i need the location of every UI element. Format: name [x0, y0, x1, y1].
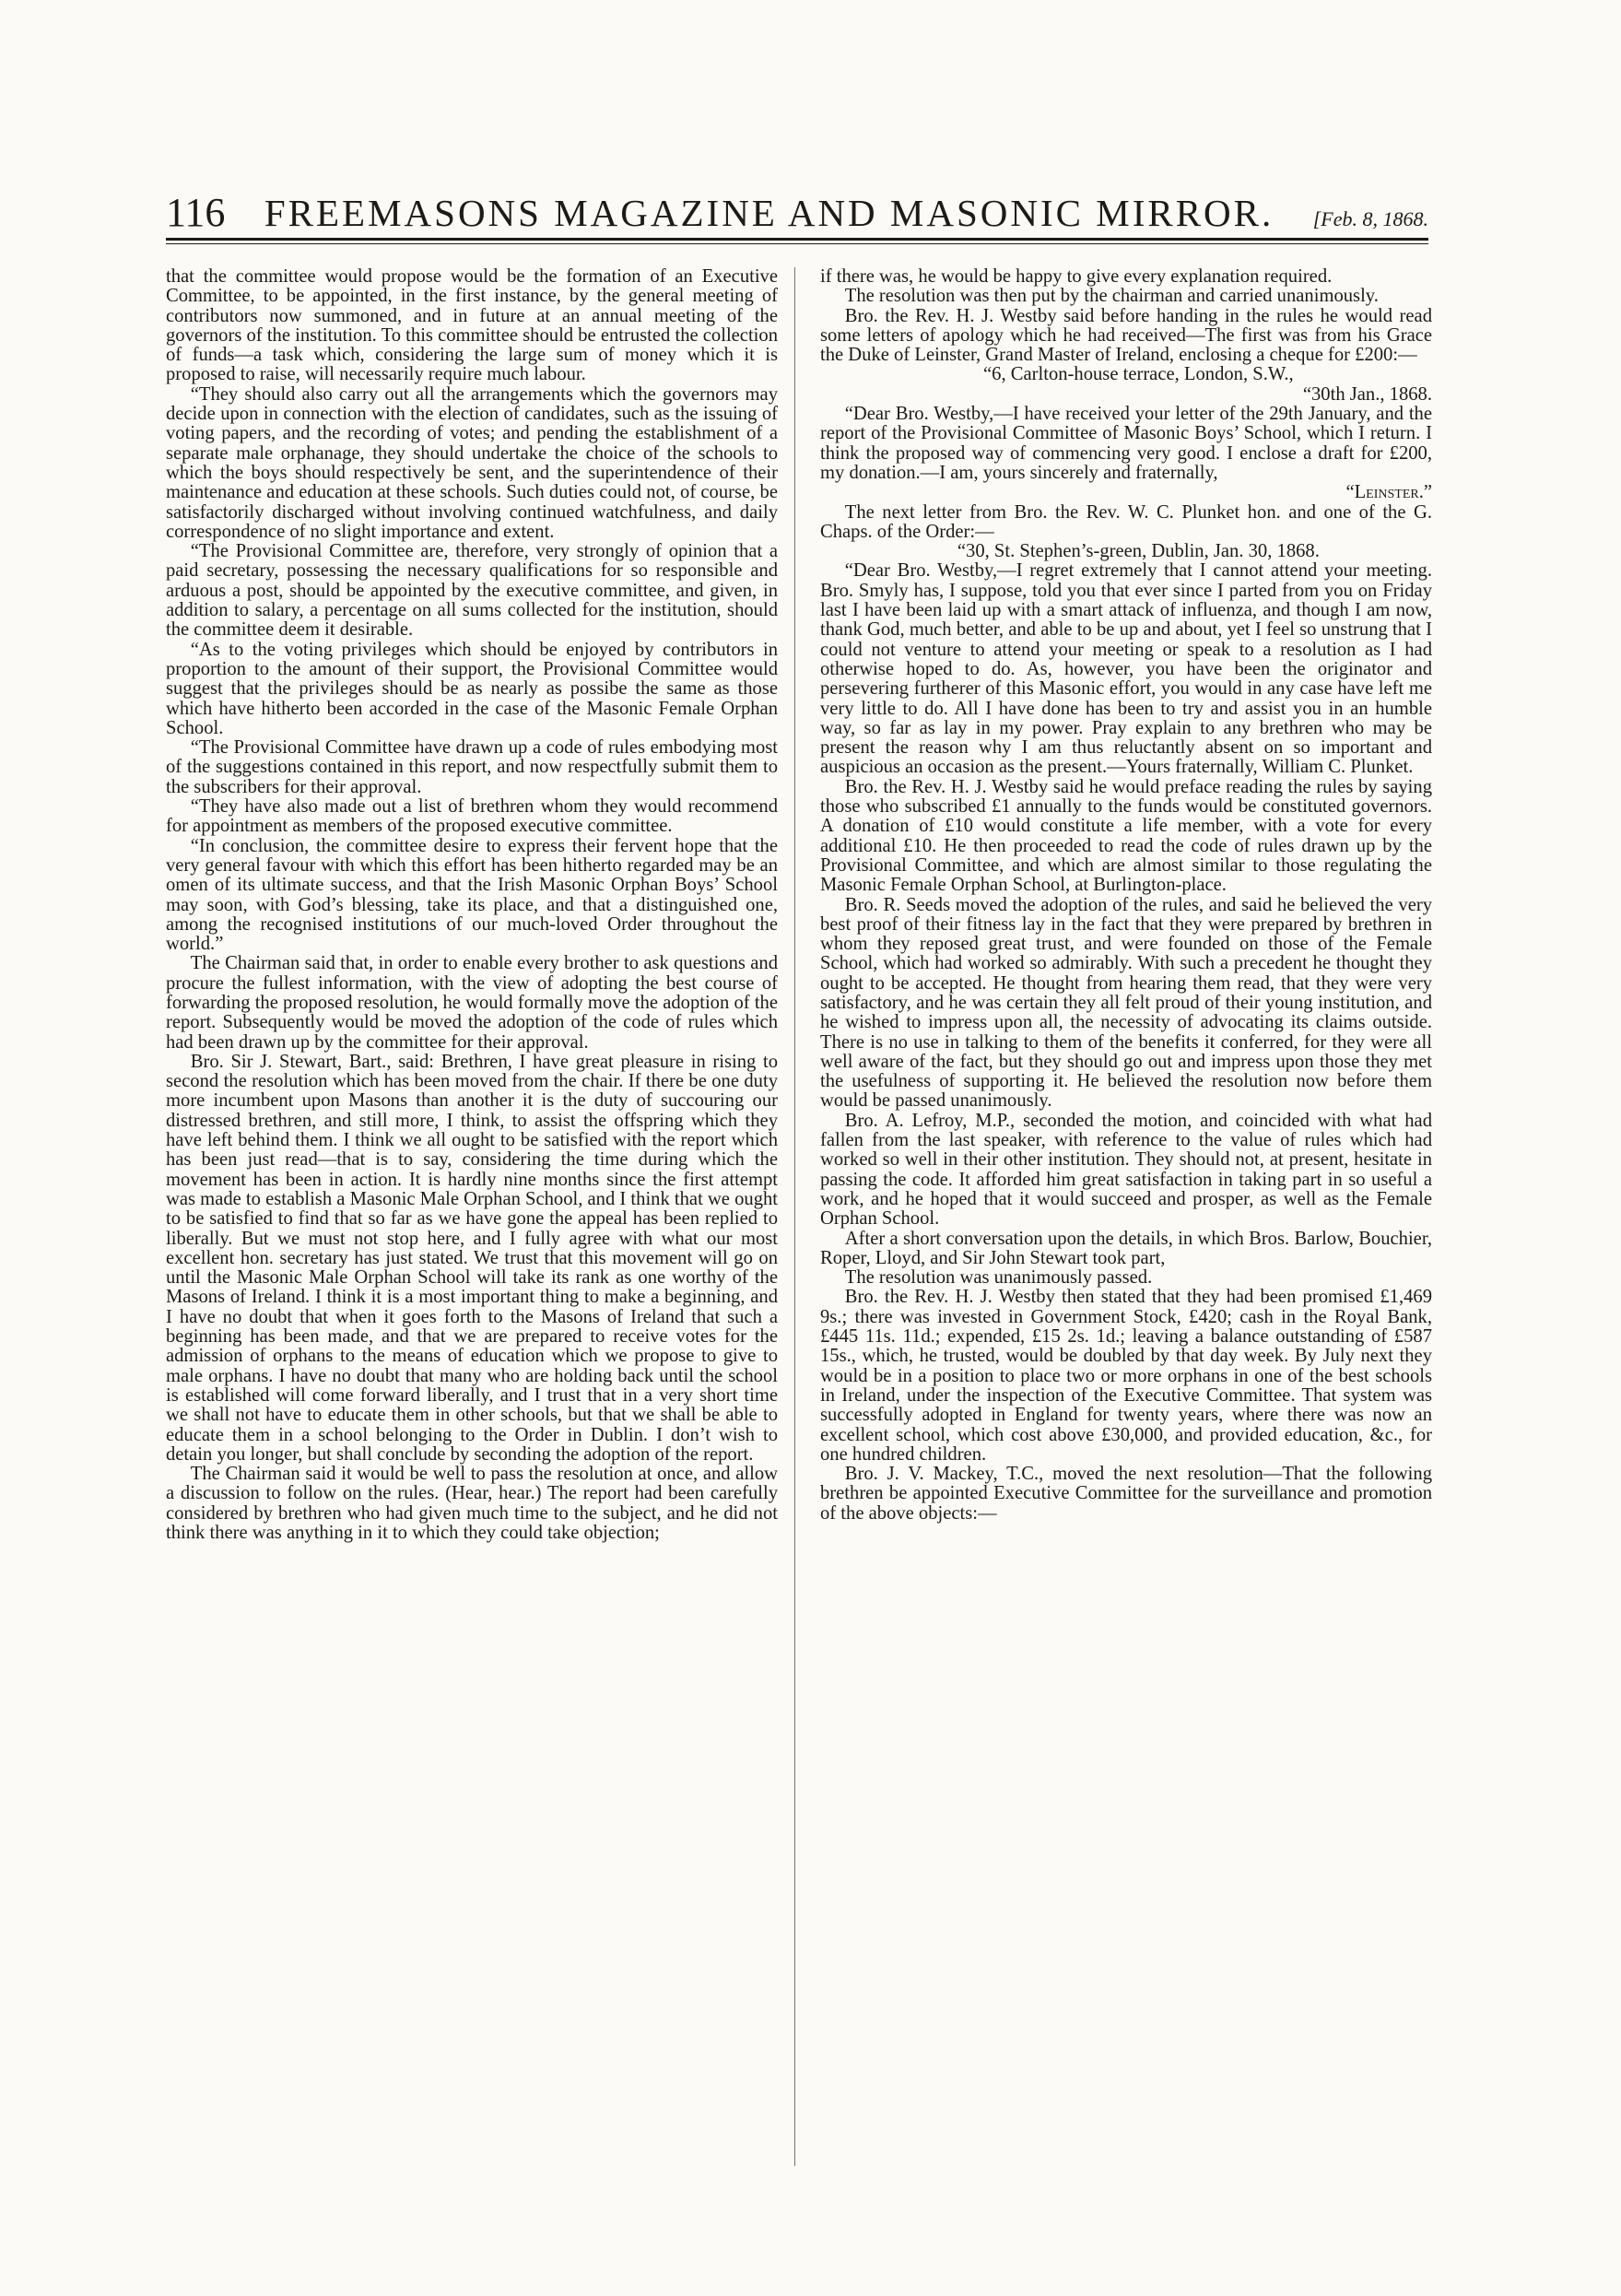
paragraph: The resolution was unanimously passed.	[844, 1267, 1153, 1289]
paragraph: “They should also carry out all the arrangements which the governors may decide upon in connection with the election of candidates, such as the issuing of voting papers, and the recording of votes; and pending the establishment of a separate male orphanage, they should undertake the choice of the schools to which the boys should respectively be sent, and the superintendence of their maintenance and education at these schools. Such duties could not, of course, be satisfactorily discharged without involving continued watchfulness, and daily correspondence of no slight importance and extent.	[166, 383, 778, 542]
letter-body: “Dear Bro. Westby,—I have received your letter of the 29th January, and the report of the Provisional Committee of Masonic Boys’ School, which I return. I think the proposed way of commencing very good. I enclose a draft for £200, my donation.—I am, yours sincerely and fraternally,	[820, 404, 1432, 483]
letter-address: “30, St. Stephen’s-green, Dublin, Jan. 30, 1868.	[957, 541, 1320, 562]
paragraph: The resolution was then put by the chairman and carried unanimously.	[844, 286, 1379, 307]
paragraph: Bro. Sir J. Stewart, Bart., said: Brethren, I have great pleasure in rising to second the resolution which has been moved from the chair. If there be one duty more incumbent upon Masons than another it is the duty of succouring our distressed brethren, and still more, I think, to assist the offspring which they have left behind them. I think we all ought to be satisfied with the report which has been just read—that is to say, considering the time during which the movement has been in action. It is hardly nine months since the first attempt was made to establish a Masonic Male Orphan School, and I think that we ought to be satisfied to find that so far as we have gone the appeal has been replied to liberally. But we must not stop here, and I fully agree with what our most excellent hon. secretary has just stated. We trust that this movement will go on until the Masonic Male Orphan School will take its rank as one worthy of the Masons of Ireland. I think it is a most important thing to make a beginning, and I have no doubt that when it goes forth to the Masons of Ireland that such a beginning has been made, and that we are prepared to receive votes for the admission of orphans to the means of education which we propose to give to male orphans. I have no doubt that many who are holding back until the school is established will come forward liberally, and I trust that in a very short time we shall not have to educate them in other schools, but that we shall be able to educate them in a school belonging to the Order in Dublin. I don’t wish to detain you longer, but shall conclude by seconding the adoption of the report.	[166, 1051, 779, 1465]
page-header	[166, 189, 1428, 236]
paragraph: “The Provisional Committee are, therefore, very strongly of opinion that a paid secretary, possessing the necessary qualifications for so responsible and arduous a post, should be appointed by the executive committee, and given, in addition to salary, a percentage on all sums collected for the institution, should the committee deem it desirable.	[166, 541, 778, 641]
paragraph: “In conclusion, the committee desire to express their fervent hope that the very general favour with which this effort has been hitherto regarded may be an omen of its ultimate success, and that the Irish Masonic Orphan Boys’ School may soon, with God’s blessing, take its place, and that a distinguished one, among the recognised institutions of our much-loved Order throughout the world.”	[166, 835, 778, 955]
paragraph: “As to the voting privileges which should be enjoyed by contributors in proportion to the amount of their support, the Provisional Committee would suggest that the privileges should be as nearly as possibe the same as those which have hitherto been accorded in the case of the Masonic Female Orphan School.	[166, 639, 778, 738]
letter-address: “6, Carlton-house terrace, London, S.W.,	[983, 364, 1294, 385]
masthead-title: FREEMASONS MAGAZINE AND MASONIC MIRROR.	[264, 192, 1274, 234]
left-column	[166, 267, 778, 1543]
paragraph: Bro. J. V. Mackey, T.C., moved the next resolution—That the following brethren be appointed Executive Committee for the surveillance and promotion of the above objects:—	[820, 1464, 1432, 1524]
paragraph: Bro. R. Seeds moved the adoption of the rules, and said he believed the very best proof of their fitness lay in the fact that they were prepared by brethren in whom they reposed great trust, and were founded on those of the Female School, which had worked so admirably. With such a precedent he thought they ought to be accepted. He thought from hearing them read, that they were very satisfactory, and he was certain they all felt proud of their young institution, and he wished to impress upon all, the necessity of advocating its claims outside. There is no use in talking to them of the benefits it conferred, for they were all well aware of the fact, but they should go out and impress upon those they met the usefulness of supporting it. He believed the resolution now before them would be passed unanimously.	[820, 894, 1432, 1112]
paragraph: The Chairman said that, in order to enable every brother to ask questions and procure the fullest information, with the view of adopting the best course of forwarding the proposed resolution, he would formally move the adoption of the report. Subsequently would be moved the adoption of the code of rules which had been drawn up by the committee for their approval.	[166, 953, 778, 1053]
letter-body: “Dear Bro. Westby,—I regret extremely that I cannot attend your meeting. Bro. Smyly has, I suppose, told you that ever since I parted from you on Friday last I have been laid up with a smart attack of influenza, and though I am now, thank God, much better, and able to be up and about, yet I feel so unstrung that I could not venture to attend your meeting or speak to a resolution as I had otherwise hoped to do. As, however, you have been the originator and persevering furtherer of this Masonic effort, you would in any case have left me very little to do. All I have done has been to try and assist you in an humble way, so far as lay in my power. Pray explain to any brethren who may be present the reason why I am thus reluctantly absent on so important and auspicious an occasion as the present.—Yours fraternally, William C. Plunket.	[820, 560, 1432, 778]
header-rule-thin	[166, 243, 1428, 244]
header-rule-thick	[166, 238, 1428, 241]
paragraph: Bro. the Rev. H. J. Westby said he would preface reading the rules by saying those who subscribed £1 annually to the funds would be constituted governors. A donation of £10 would constitute a life member, with a vote for every additional £10. He then proceeded to read the code of rules drawn up by the Provisional Committee, and which are almost similar to those regulating the Masonic Female Orphan School, at Burlington-place.	[820, 776, 1432, 896]
page-number: 116	[166, 190, 226, 235]
paragraph: “They have also made out a list of brethren whom they would recommend for appointment as members of the proposed executive committee.	[166, 796, 778, 837]
paragraph: The next letter from Bro. the Rev. W. C. Plunket hon. and one of the G. Chaps. of the Order:—	[820, 501, 1432, 542]
paragraph: Bro. A. Lefroy, M.P., seconded the motion, and coincided with what had fallen from the last speaker, with reference to the value of rules which had worked so well in their other institution. They should not, at present, hesitate in passing the code. It afforded him great satisfaction in taking part in so useful a work, and he hoped that it would succeed and prosper, as well as the Female Orphan School.	[820, 1110, 1432, 1230]
paragraph: Bro. the Rev. H. J. Westby then stated that they had been promised £1,469 9s.; there was invested in Government Stock, £420; cash in the Royal Bank, £445 11s. 11d.; expended, £15 2s. 1d.; leaving a balance outstanding of £587 15s., which, he trusted, would be doubled by that day week. By July next they would be in a position to place two or more orphans in one of the best schools in Ireland, under the inspection of the Executive Committee. That system was successfully adopted in England for twenty years, where there was now an excellent school, which cost above £30,000, and provided education, &c., for one hundred children.	[820, 1287, 1432, 1465]
letter-date: “30th Jan., 1868.	[1302, 383, 1432, 405]
paragraph: “The Provisional Committee have drawn up a code of rules embodying most of the suggestions contained in this report, and now respectfully submit them to the subscribers for their approval.	[166, 737, 778, 797]
paragraph: that the committee would propose would be the formation of an Executive Committee, to be appointed, in the first instance, by the general meeting of contributors now summoned, and in future at an annual meeting of the governors of the institution. To this committee should be entrusted the collection of funds—a task which, considering the large sum of money which it is proposed to raise, will necessarily require much labour.	[166, 266, 778, 385]
right-column	[820, 267, 1432, 1524]
paragraph: The Chairman said it would be well to pass the resolution at once, and allow a discussion to follow on the rules. (Hear, hear.) The report had been carefully considered by brethren who had given much time to the subject, and he did not think there was anything in it to which they could take objection;	[166, 1464, 778, 1543]
paragraph: After a short conversation upon the details, in which Bros. Barlow, Bouchier, Roper, Lloyd, and Sir John Stewart took part,	[820, 1228, 1432, 1268]
letter-signature: “Leinster.”	[1345, 482, 1432, 503]
paragraph: if there was, he would be happy to give every explanation required.	[820, 266, 1333, 287]
paragraph: Bro. the Rev. H. J. Westby said before handing in the rules he would read some letters of apology which he had received—The first was from his Grace the Duke of Leinster, Grand Master of Ireland, enclosing a cheque for £200:—	[820, 305, 1432, 366]
issue-date: [Feb. 8, 1868.	[1312, 207, 1428, 230]
column-divider	[794, 267, 795, 2166]
